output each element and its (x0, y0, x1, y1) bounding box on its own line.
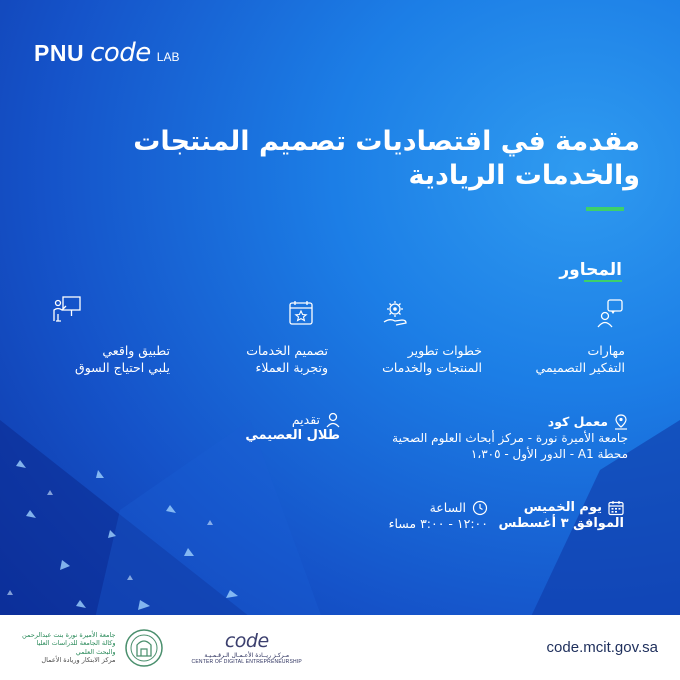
university-seal-icon (124, 628, 164, 668)
topic-service-design: تصميم الخدمات وتجربة العملاء (198, 298, 328, 378)
location-info: معمل كود جامعة الأميرة نورة - مركز أبحاث العلوم الصحية محطة A1 - الدور الأول - ١،٣٠٥ (392, 414, 628, 461)
pnu-university-logo: جامعة الأميرة نورة بنت عبدالرحمن وكالة الجامعة للدراسات العليا والبحث العلمي مركز الابتكار وريادة الأعمال (22, 628, 164, 668)
course-title: مقدمة في اقتصاديات تصميم المنتجات والخدمات الريادية (133, 126, 640, 191)
pnu-codelab-logo: PNU code LAB (34, 38, 180, 68)
time-info: الساعة ١٢:٠٠ - ٣:٠٠ مساء (388, 500, 488, 531)
calendar-star-icon (286, 298, 316, 328)
section-heading-topics: المحاور (559, 260, 622, 280)
presenter-icon (52, 294, 82, 324)
presenter-info: تقديم طلال العصيمي (245, 412, 340, 443)
location-pin-icon (614, 414, 628, 430)
date-info: يوم الخميس الموافق ٣ أغسطس (498, 500, 624, 531)
website-link[interactable]: code.mcit.gov.sa (546, 639, 658, 656)
footer (0, 615, 680, 680)
topic-design-thinking: مهارات التفكير التصميمي (495, 298, 625, 378)
mcit-code-logo: code مـركـز ريــادة الأعـمـال الـرقـمـيـة CENTER OF DIGITAL ENTREPRENEURSHIP (191, 630, 302, 665)
idea-person-icon (595, 298, 625, 328)
topic-market-application: تطبيق واقعي يلبي احتياج السوق (40, 298, 170, 378)
clock-icon (472, 500, 488, 516)
section-underline (584, 280, 622, 282)
gear-hand-icon (380, 298, 410, 328)
person-icon (326, 412, 340, 428)
title-accent-bar (586, 207, 624, 211)
partner-logos (22, 628, 302, 668)
topic-product-development: خطوات تطوير المنتجات والخدمات (352, 298, 482, 378)
calendar-icon (608, 500, 624, 516)
